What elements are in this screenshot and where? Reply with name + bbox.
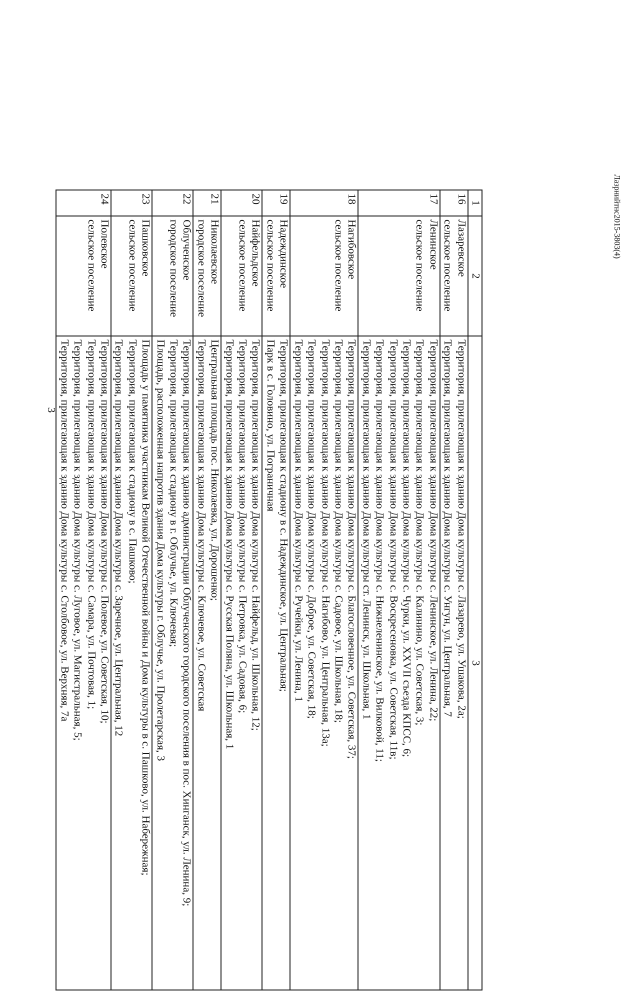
location-item: Центральная площадь пос. Николаевка, ул. Дорошенко; [208, 339, 221, 601]
document-registration-code: Лазрнийтнс2015-3803(4) [612, 174, 622, 259]
table-row [358, 190, 439, 990]
settlement-name-line: Николаевское [208, 219, 221, 285]
location-item: Территория, прилегающая к зданию Дома культуры с. Нижнеленинское, ул. Вилковой, 11; [373, 339, 386, 762]
location-list [358, 336, 439, 990]
table-row [152, 190, 193, 990]
row-number: 24 [56, 190, 111, 216]
settlement-name [193, 216, 221, 336]
row-number: 21 [193, 190, 221, 216]
location-list [193, 336, 221, 990]
table-header-row [468, 190, 482, 990]
location-item: Территория, прилегающая к зданию Дома культуры с. Петровка, ул. Садовая, 6; [236, 339, 249, 714]
location-list [111, 336, 152, 990]
location-list [152, 336, 193, 990]
settlement-name-line: сельское поселение [264, 219, 277, 312]
location-list [290, 336, 358, 990]
settlement-name [111, 216, 152, 336]
locations-table [56, 190, 483, 991]
settlement-name [56, 216, 111, 336]
page-number: 3 [44, 407, 57, 413]
location-item: Территория, прилегающая к зданию Дома культуры с. Чурки, ул. XXVII съезда КПСС, 6; [400, 339, 413, 758]
settlement-name-line: Найфельдское [250, 219, 262, 287]
table-body [56, 190, 467, 990]
location-item: Территория, прилегающая к зданию Дома культуры с. Самара, ул. Почтовая, 1; [85, 339, 98, 710]
table-row [111, 190, 152, 990]
row-number: 19 [263, 190, 291, 216]
location-list [263, 336, 291, 990]
location-item: Территория, прилегающая к зданию Дома культуры с. Русская Поляна, ул. Школьная, 1 [223, 339, 236, 750]
location-item: Территория, прилегающая к зданию Дома культуры с. Полевое, ул. Советская, 10; [98, 339, 111, 724]
table-row [263, 190, 291, 990]
settlement-name-line: Пашковское [139, 219, 152, 277]
location-item: Территория, прилегающая к зданию Дома культуры с. Ленинское, ул. Ленина, 22; [427, 339, 440, 722]
location-item: Территория, прилегающая к зданию Дома культуры ст. Ленинск, ул. Школьная, 1 [360, 339, 373, 720]
location-item: Территория, прилегающая к зданию Дома культуры с. Ручейки, ул. Ленина, 1 [292, 339, 305, 702]
location-item: Территория, прилегающая к стадиону в г. Облучье, ул. Ключевая; [167, 339, 180, 648]
header-col-1: 1 [468, 190, 482, 216]
location-item: Территория, прилегающая к зданию Дома культуры с. Калинино, ул. Советская, 3; [413, 339, 426, 726]
table-row [221, 190, 262, 990]
location-item: Территория, прилегающая к зданию Дома культуры с. Найфельд, ул. Школьная, 12; [250, 339, 262, 731]
table-row [56, 190, 111, 990]
location-item: Территория, прилегающая к зданию Дома культуры с. Лазарево, ул. Ушакова, 2а; [455, 339, 468, 719]
row-number: 16 [440, 190, 468, 216]
row-number: 22 [152, 190, 193, 216]
location-item: Территория, прилегающая к зданию Дома культуры с. Ключевое, ул. Советская [195, 339, 208, 712]
settlement-name [221, 216, 262, 336]
location-item: Территория, прилегающая к зданию Дома культуры с. Луговое, ул. Магистральная, 5; [71, 339, 84, 741]
settlement-name-line: городское поселение [195, 219, 208, 318]
location-item: Территория, прилегающая к зданию Дома культуры с. Заречное, ул. Центральная, 12 [112, 339, 125, 737]
settlement-name [440, 216, 468, 336]
row-number: 18 [290, 190, 358, 216]
location-list [440, 336, 468, 990]
settlement-name-line: Облученское [180, 219, 193, 281]
row-number: 17 [358, 190, 439, 216]
header-col-3: 3 [468, 336, 482, 990]
settlement-name-line: сельское поселение [441, 219, 454, 312]
location-item: Площадь, расположенная напротив здания Дома культуры г. Облучье, ул. Пролетарская, 3 [154, 339, 167, 762]
settlement-name-line: сельское поселение [413, 219, 426, 312]
location-item: Территория, прилегающая к зданию Дома культуры с. Нагибово, ул. Центральная, 13а; [319, 339, 332, 747]
location-item: Территория, прилегающая к зданию Дома культуры с. Доброе, ул. Советская, 18; [305, 339, 318, 719]
location-item: Территория, прилегающая к зданию Дома культуры с. Столбовое, ул. Верхняя, 7а [58, 339, 71, 722]
row-number: 20 [221, 190, 262, 216]
table-row [440, 190, 468, 990]
rotated-table-frame [0, 190, 483, 990]
row-number: 23 [111, 190, 152, 216]
settlement-name-line: Нагибовское [345, 219, 358, 280]
settlement-name-line: сельское поселение [236, 219, 249, 312]
settlement-name-line: Полевское [98, 219, 111, 269]
location-item: Территория, прилегающая к стадиону в с. Надеждинское, ул. Центральная; [277, 339, 290, 692]
settlement-name-line: Лазаревское [455, 219, 468, 277]
settlement-name [290, 216, 358, 336]
settlement-name [263, 216, 291, 336]
location-item: Территория, прилегающая к зданию Дома культуры с. Унгун, ул. Центральная, 7 [441, 339, 454, 717]
settlement-name [152, 216, 193, 336]
settlement-name-line: городское поселение [167, 219, 180, 318]
header-col-2: 2 [468, 216, 482, 336]
location-item: Территория, прилегающая к зданию Дома культуры с. Воскресеновка, ул. Советская, 11в; [387, 339, 400, 760]
table-row [193, 190, 221, 990]
table-row [290, 190, 358, 990]
location-item: Территория, прилегающая к зданию Дома культуры с. Благословенное, ул. Советская, 37; [345, 339, 358, 759]
settlement-name-line: сельское поселение [332, 219, 345, 312]
location-item: Территория, прилегающая к зданию администрации Облученского городского поселения в пос. Хинганск, ул. Ленина, 9; [180, 339, 193, 907]
settlement-name-line: Ленинское [427, 219, 440, 270]
location-item: Парк в с. Головино, ул. Пограничная [264, 339, 277, 512]
settlement-name-line: сельское поселение [126, 219, 139, 312]
location-item: Территория, прилегающая к стадиону в с. Пашково; [126, 339, 139, 584]
location-list [221, 336, 262, 990]
location-item: Площадь у памятника участникам Великой Отечественной войны и Дома культуры в с. Пашково, ул. Набережная; [139, 339, 152, 876]
location-item: Территория, прилегающая к зданию Дома культуры с. Садовое, ул. Школьная, 18; [332, 339, 345, 723]
settlement-name-line: Надеждинское [277, 219, 290, 288]
settlement-name [358, 216, 439, 336]
settlement-name-line: сельское поселение [85, 219, 98, 312]
location-list [56, 336, 111, 990]
